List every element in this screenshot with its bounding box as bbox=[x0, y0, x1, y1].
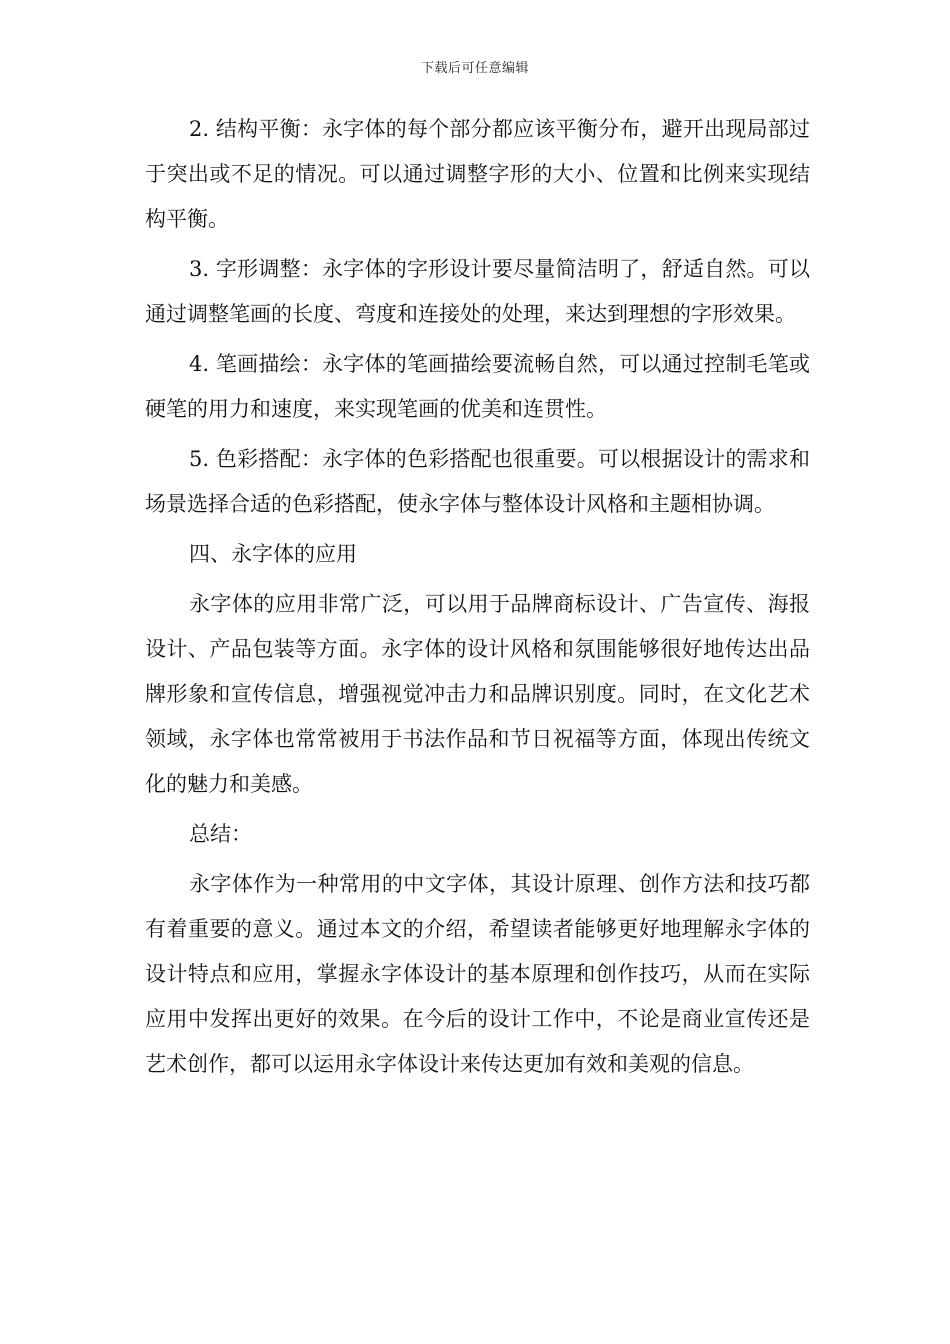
paragraph-glyph-adjustment: 3. 字形调整：永字体的字形设计要尽量简洁明了，舒适自然。可以通过调整笔画的长度、弯度和连接处的处理，来达到理想的字形效果。 bbox=[145, 257, 810, 326]
paragraph-stroke-drawing: 4. 笔画描绘：永字体的笔画描绘要流畅自然，可以通过控制毛笔或硬笔的用力和速度，来实现笔画的优美和连贯性。 bbox=[145, 352, 810, 421]
paragraph-applications: 永字体的应用非常广泛，可以用于品牌商标设计、广告宣传、海报设计、产品包装等方面。永字体的设计风格和氛围能够很好地传达出品牌形象和宣传信息，增强视觉冲击力和品牌识别度。同时，在文化艺术领域，永字体也常常被用于书法作品和节日祝福等方面，体现出传统文化的魅力和美感。 bbox=[145, 592, 810, 796]
section-heading-summary: 总结： bbox=[189, 822, 252, 846]
paragraph-structure-balance: 2. 结构平衡：永字体的每个部分都应该平衡分布，避开出现局部过于突出或不足的情况。可以通过调整字形的大小、位置和比例来实现结构平衡。 bbox=[145, 117, 810, 231]
section-heading-applications: 四、永字体的应用 bbox=[189, 542, 357, 566]
paragraph-summary: 永字体作为一种常用的中文字体，其设计原理、创作方法和技巧都有着重要的意义。通过本文的介绍，希望读者能够更好地理解永字体的设计特点和应用，掌握永字体设计的基本原理和创作技巧，从而在实际应用中发挥出更好的效果。在今后的设计工作中，不论是商业宣传还是艺术创作，都可以运用永字体设计来传达更加有效和美观的信息。 bbox=[145, 872, 810, 1076]
paragraph-color-matching: 5. 色彩搭配：永字体的色彩搭配也很重要。可以根据设计的需求和场景选择合适的色彩搭配，使永字体与整体设计风格和主题相协调。 bbox=[145, 447, 810, 516]
header-note: 下载后可任意编辑 bbox=[420, 61, 529, 76]
document-body bbox=[145, 107, 810, 1092]
